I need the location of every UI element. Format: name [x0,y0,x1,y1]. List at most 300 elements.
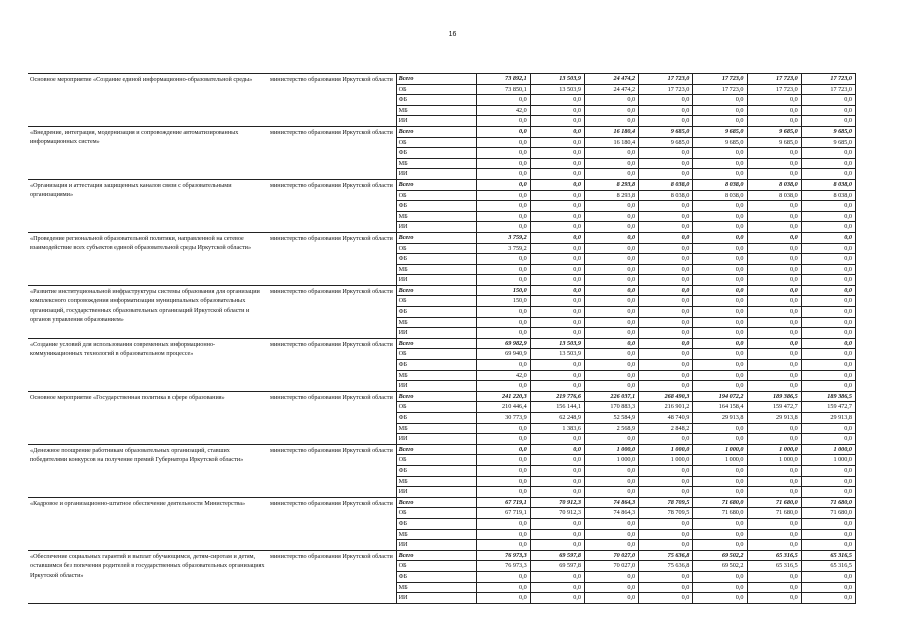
funding-source: ОБ [396,296,476,307]
table-row [28,126,856,137]
amount-cell: 0,0 [747,285,801,296]
table-row [28,179,856,190]
funding-source: Всего [396,179,476,190]
amount-cell: 0,0 [747,370,801,381]
table-row [28,232,856,243]
funding-source: МБ [396,529,476,540]
amount-cell: 150,0 [476,296,530,307]
amount-cell: 8 038,0 [747,179,801,190]
amount-cell: 0,0 [584,540,638,551]
amount-cell: 0,0 [693,307,747,318]
table-row [28,285,856,296]
amount-cell: 0,0 [801,360,855,371]
amount-cell: 0,0 [693,465,747,476]
amount-cell: 1 000,0 [747,444,801,455]
amount-cell: 0,0 [530,222,584,233]
amount-cell: 0,0 [530,95,584,106]
amount-cell: 0,0 [693,169,747,180]
funding-source: ИИ [396,434,476,445]
amount-cell: 241 220,3 [476,391,530,402]
funding-source: Всего [396,126,476,137]
responsible-executor: министерство образования Иркутской области [268,497,396,550]
amount-cell: 0,0 [693,232,747,243]
amount-cell: 0,0 [530,126,584,137]
amount-cell: 0,0 [476,529,530,540]
amount-cell: 0,0 [639,264,693,275]
amount-cell: 0,0 [747,571,801,582]
amount-cell: 71 680,0 [801,508,855,519]
amount-cell: 2 568,9 [584,423,638,434]
amount-cell: 0,0 [584,381,638,392]
funding-source: ИИ [396,381,476,392]
amount-cell: 0,0 [801,317,855,328]
amount-cell: 75 636,8 [639,561,693,572]
amount-cell: 1 000,0 [639,455,693,466]
amount-cell: 0,0 [584,243,638,254]
amount-cell: 0,0 [747,116,801,127]
amount-cell: 29 913,8 [801,413,855,424]
amount-cell: 0,0 [693,211,747,222]
amount-cell: 0,0 [639,349,693,360]
amount-cell: 9 685,0 [747,126,801,137]
funding-source: МБ [396,370,476,381]
amount-cell: 3 759,2 [476,243,530,254]
amount-cell: 0,0 [747,593,801,604]
amount-cell: 0,0 [747,307,801,318]
amount-cell: 0,0 [801,307,855,318]
funding-source: ОБ [396,84,476,95]
amount-cell: 0,0 [530,476,584,487]
table-row [28,550,856,561]
amount-cell: 0,0 [584,222,638,233]
amount-cell: 0,0 [801,423,855,434]
amount-cell: 0,0 [747,148,801,159]
amount-cell: 0,0 [801,529,855,540]
amount-cell: 0,0 [530,529,584,540]
amount-cell: 0,0 [639,360,693,371]
amount-cell: 8 038,0 [693,179,747,190]
amount-cell: 0,0 [801,296,855,307]
amount-cell: 0,0 [693,201,747,212]
amount-cell: 0,0 [801,338,855,349]
amount-cell: 0,0 [747,275,801,286]
table-row [28,338,856,349]
amount-cell: 29 913,8 [693,413,747,424]
amount-cell: 0,0 [476,158,530,169]
amount-cell: 0,0 [801,169,855,180]
amount-cell: 0,0 [530,381,584,392]
amount-cell: 0,0 [801,105,855,116]
amount-cell: 0,0 [747,243,801,254]
measure-name: Основное мероприятие «Создание единой информационно-образовательной среды» [28,74,268,127]
amount-cell: 24 474,2 [584,74,638,85]
amount-cell: 0,0 [747,222,801,233]
amount-cell: 0,0 [639,487,693,498]
amount-cell: 0,0 [530,116,584,127]
amount-cell: 71 680,0 [693,508,747,519]
amount-cell: 1 000,0 [639,444,693,455]
amount-cell: 164 158,4 [693,402,747,413]
amount-cell: 0,0 [801,116,855,127]
amount-cell: 0,0 [476,264,530,275]
amount-cell: 0,0 [530,179,584,190]
amount-cell: 0,0 [693,593,747,604]
amount-cell: 0,0 [584,148,638,159]
amount-cell: 24 474,2 [584,84,638,95]
amount-cell: 78 709,5 [639,497,693,508]
amount-cell: 0,0 [584,317,638,328]
amount-cell: 65 316,5 [801,561,855,572]
responsible-executor: министерство образования Иркутской области [268,74,396,127]
funding-source: ИИ [396,116,476,127]
amount-cell: 0,0 [693,264,747,275]
funding-source: ФБ [396,518,476,529]
amount-cell: 0,0 [530,211,584,222]
amount-cell: 0,0 [801,370,855,381]
amount-cell: 0,0 [747,328,801,339]
amount-cell: 0,0 [693,360,747,371]
amount-cell: 0,0 [639,243,693,254]
responsible-executor: министерство образования Иркутской области [268,285,396,338]
responsible-executor: министерство образования Иркутской области [268,550,396,603]
funding-source: МБ [396,582,476,593]
amount-cell: 17 723,0 [639,74,693,85]
amount-cell: 0,0 [639,148,693,159]
amount-cell: 0,0 [476,476,530,487]
amount-cell: 0,0 [584,285,638,296]
amount-cell: 0,0 [584,296,638,307]
amount-cell: 0,0 [476,307,530,318]
amount-cell: 73 850,1 [476,84,530,95]
amount-cell: 0,0 [530,540,584,551]
funding-source: Всего [396,444,476,455]
table-row [28,497,856,508]
amount-cell: 0,0 [476,518,530,529]
amount-cell: 0,0 [693,148,747,159]
amount-cell: 0,0 [584,338,638,349]
amount-cell: 0,0 [747,158,801,169]
amount-cell: 0,0 [693,254,747,265]
amount-cell: 170 883,3 [584,402,638,413]
amount-cell: 17 723,0 [747,74,801,85]
amount-cell: 1 000,0 [693,455,747,466]
amount-cell: 1 000,0 [584,455,638,466]
measure-name: «Создание условий для использования современных информационно-коммуникационных технологий в образовательном процессе» [28,338,268,391]
amount-cell: 0,0 [747,360,801,371]
funding-source: МБ [396,317,476,328]
amount-cell: 0,0 [693,296,747,307]
amount-cell: 219 776,6 [530,391,584,402]
amount-cell: 0,0 [584,211,638,222]
amount-cell: 0,0 [530,296,584,307]
amount-cell: 0,0 [801,434,855,445]
amount-cell: 0,0 [530,370,584,381]
amount-cell: 0,0 [476,148,530,159]
amount-cell: 0,0 [584,201,638,212]
amount-cell: 0,0 [801,582,855,593]
amount-cell: 8 038,0 [639,179,693,190]
amount-cell: 0,0 [801,571,855,582]
amount-cell: 0,0 [693,105,747,116]
amount-cell: 0,0 [747,582,801,593]
funding-source: ФБ [396,95,476,106]
amount-cell: 0,0 [801,254,855,265]
amount-cell: 1 000,0 [801,455,855,466]
amount-cell: 0,0 [639,328,693,339]
amount-cell: 29 913,8 [747,413,801,424]
amount-cell: 42,0 [476,105,530,116]
amount-cell: 0,0 [639,582,693,593]
amount-cell: 69 502,2 [693,550,747,561]
amount-cell: 0,0 [530,285,584,296]
amount-cell: 13 503,9 [530,84,584,95]
amount-cell: 0,0 [584,593,638,604]
amount-cell: 0,0 [584,476,638,487]
funding-source: ИИ [396,540,476,551]
amount-cell: 0,0 [639,571,693,582]
funding-source: ОБ [396,190,476,201]
amount-cell: 0,0 [693,518,747,529]
amount-cell: 0,0 [476,201,530,212]
measure-name: «Кадровое и организационно-штатное обеспечение деятельности Министерства» [28,497,268,550]
amount-cell: 69 597,8 [530,561,584,572]
amount-cell: 0,0 [476,328,530,339]
amount-cell: 0,0 [639,307,693,318]
funding-source: МБ [396,105,476,116]
amount-cell: 0,0 [530,158,584,169]
amount-cell: 0,0 [584,349,638,360]
table-row [28,74,856,85]
amount-cell: 73 892,1 [476,74,530,85]
amount-cell: 0,0 [584,360,638,371]
amount-cell: 71 680,0 [747,497,801,508]
amount-cell: 0,0 [747,254,801,265]
amount-cell: 0,0 [476,211,530,222]
amount-cell: 0,0 [639,476,693,487]
amount-cell: 0,0 [530,232,584,243]
amount-cell: 9 685,0 [639,137,693,148]
amount-cell: 0,0 [476,137,530,148]
funding-source: Всего [396,74,476,85]
amount-cell: 0,0 [584,95,638,106]
amount-cell: 0,0 [530,148,584,159]
amount-cell: 48 740,9 [639,413,693,424]
amount-cell: 0,0 [747,169,801,180]
amount-cell: 0,0 [801,465,855,476]
amount-cell: 0,0 [530,201,584,212]
amount-cell: 159 472,7 [801,402,855,413]
amount-cell: 0,0 [530,137,584,148]
amount-cell: 0,0 [747,232,801,243]
amount-cell: 0,0 [639,540,693,551]
amount-cell: 0,0 [584,370,638,381]
amount-cell: 0,0 [693,116,747,127]
responsible-executor: министерство образования Иркутской области [268,232,396,285]
amount-cell: 0,0 [584,116,638,127]
amount-cell: 0,0 [584,275,638,286]
amount-cell: 0,0 [476,190,530,201]
amount-cell: 0,0 [584,264,638,275]
measure-name: «Организация и аттестация защищенных каналов связи с образовательными организациями» [28,179,268,232]
amount-cell: 70 912,3 [530,497,584,508]
amount-cell: 0,0 [476,455,530,466]
amount-cell: 0,0 [801,349,855,360]
amount-cell: 0,0 [747,105,801,116]
amount-cell: 0,0 [747,465,801,476]
amount-cell: 1 000,0 [693,444,747,455]
amount-cell: 0,0 [476,465,530,476]
amount-cell: 0,0 [584,169,638,180]
amount-cell: 0,0 [693,317,747,328]
amount-cell: 17 723,0 [639,84,693,95]
amount-cell: 0,0 [639,275,693,286]
amount-cell: 0,0 [801,518,855,529]
measure-name: «Проведение региональной образовательной политики, направленной на сетевое взаимодействие всех субъектов единой образовательной среды Иркутской области» [28,232,268,285]
amount-cell: 69 982,9 [476,338,530,349]
amount-cell: 0,0 [530,317,584,328]
page-number: 16 [448,31,457,38]
amount-cell: 0,0 [530,582,584,593]
amount-cell: 17 723,0 [801,84,855,95]
amount-cell: 0,0 [639,211,693,222]
funding-source: ФБ [396,571,476,582]
amount-cell: 0,0 [530,275,584,286]
table-row [28,391,856,402]
amount-cell: 70 912,3 [530,508,584,519]
amount-cell: 0,0 [639,105,693,116]
amount-cell: 0,0 [476,571,530,582]
amount-cell: 0,0 [639,95,693,106]
amount-cell: 16 180,4 [584,137,638,148]
amount-cell: 0,0 [693,434,747,445]
amount-cell: 1 000,0 [747,455,801,466]
amount-cell: 0,0 [639,254,693,265]
amount-cell: 0,0 [693,487,747,498]
amount-cell: 9 685,0 [747,137,801,148]
funding-source: ФБ [396,254,476,265]
amount-cell: 0,0 [639,116,693,127]
amount-cell: 0,0 [693,540,747,551]
amount-cell: 0,0 [584,105,638,116]
amount-cell: 65 316,5 [747,550,801,561]
amount-cell: 67 719,1 [476,497,530,508]
amount-cell: 0,0 [801,593,855,604]
funding-source: ОБ [396,402,476,413]
amount-cell: 0,0 [476,381,530,392]
amount-cell: 0,0 [530,105,584,116]
amount-cell: 2 848,2 [639,423,693,434]
amount-cell: 30 773,9 [476,413,530,424]
funding-source: Всего [396,338,476,349]
amount-cell: 13 503,9 [530,338,584,349]
amount-cell: 0,0 [747,540,801,551]
funding-source: ФБ [396,465,476,476]
amount-cell: 8 038,0 [639,190,693,201]
amount-cell: 0,0 [584,465,638,476]
measure-name: «Денежное поощрение работникам образовательных организаций, ставших победителями конкурсов на получение премий Губернатора Иркутской области» [28,444,268,497]
amount-cell: 0,0 [476,582,530,593]
funding-source: ФБ [396,413,476,424]
amount-cell: 0,0 [476,275,530,286]
amount-cell: 0,0 [584,254,638,265]
amount-cell: 9 685,0 [801,137,855,148]
funding-source: ОБ [396,508,476,519]
amount-cell: 0,0 [476,116,530,127]
amount-cell: 0,0 [747,264,801,275]
amount-cell: 0,0 [530,190,584,201]
amount-cell: 71 680,0 [693,497,747,508]
amount-cell: 0,0 [530,571,584,582]
amount-cell: 0,0 [801,328,855,339]
amount-cell: 0,0 [801,285,855,296]
amount-cell: 0,0 [639,158,693,169]
amount-cell: 0,0 [801,243,855,254]
amount-cell: 0,0 [693,529,747,540]
amount-cell: 150,0 [476,285,530,296]
amount-cell: 0,0 [530,169,584,180]
amount-cell: 0,0 [747,518,801,529]
amount-cell: 0,0 [584,487,638,498]
amount-cell: 8 038,0 [693,190,747,201]
amount-cell: 42,0 [476,370,530,381]
amount-cell: 0,0 [584,307,638,318]
amount-cell: 0,0 [530,487,584,498]
amount-cell: 9 685,0 [693,126,747,137]
amount-cell: 0,0 [747,296,801,307]
amount-cell: 0,0 [476,254,530,265]
funding-source: ИИ [396,275,476,286]
funding-source: МБ [396,211,476,222]
amount-cell: 71 680,0 [801,497,855,508]
amount-cell: 0,0 [801,211,855,222]
amount-cell: 0,0 [584,582,638,593]
amount-cell: 0,0 [639,381,693,392]
amount-cell: 0,0 [801,487,855,498]
amount-cell: 0,0 [693,285,747,296]
funding-source: ИИ [396,169,476,180]
amount-cell: 78 709,5 [639,508,693,519]
table-row [28,444,856,455]
responsible-executor: министерство образования Иркутской области [268,338,396,391]
funding-source: ФБ [396,307,476,318]
amount-cell: 0,0 [476,126,530,137]
budget-table-body [28,74,856,604]
amount-cell: 0,0 [639,317,693,328]
amount-cell: 0,0 [639,169,693,180]
amount-cell: 0,0 [639,370,693,381]
amount-cell: 0,0 [530,360,584,371]
amount-cell: 194 072,2 [693,391,747,402]
amount-cell: 8 038,0 [801,190,855,201]
measure-name: Основное мероприятие «Государственная политика в сфере образования» [28,391,268,444]
budget-table [28,73,856,604]
amount-cell: 17 723,0 [693,84,747,95]
amount-cell: 52 584,9 [584,413,638,424]
amount-cell: 0,0 [801,222,855,233]
funding-source: ИИ [396,222,476,233]
amount-cell: 0,0 [801,95,855,106]
amount-cell: 0,0 [639,529,693,540]
amount-cell: 0,0 [747,487,801,498]
amount-cell: 0,0 [801,148,855,159]
amount-cell: 0,0 [584,158,638,169]
amount-cell: 0,0 [747,381,801,392]
amount-cell: 8 293,8 [584,190,638,201]
amount-cell: 69 940,9 [476,349,530,360]
amount-cell: 65 316,5 [747,561,801,572]
funding-source: ОБ [396,243,476,254]
amount-cell: 268 490,3 [639,391,693,402]
